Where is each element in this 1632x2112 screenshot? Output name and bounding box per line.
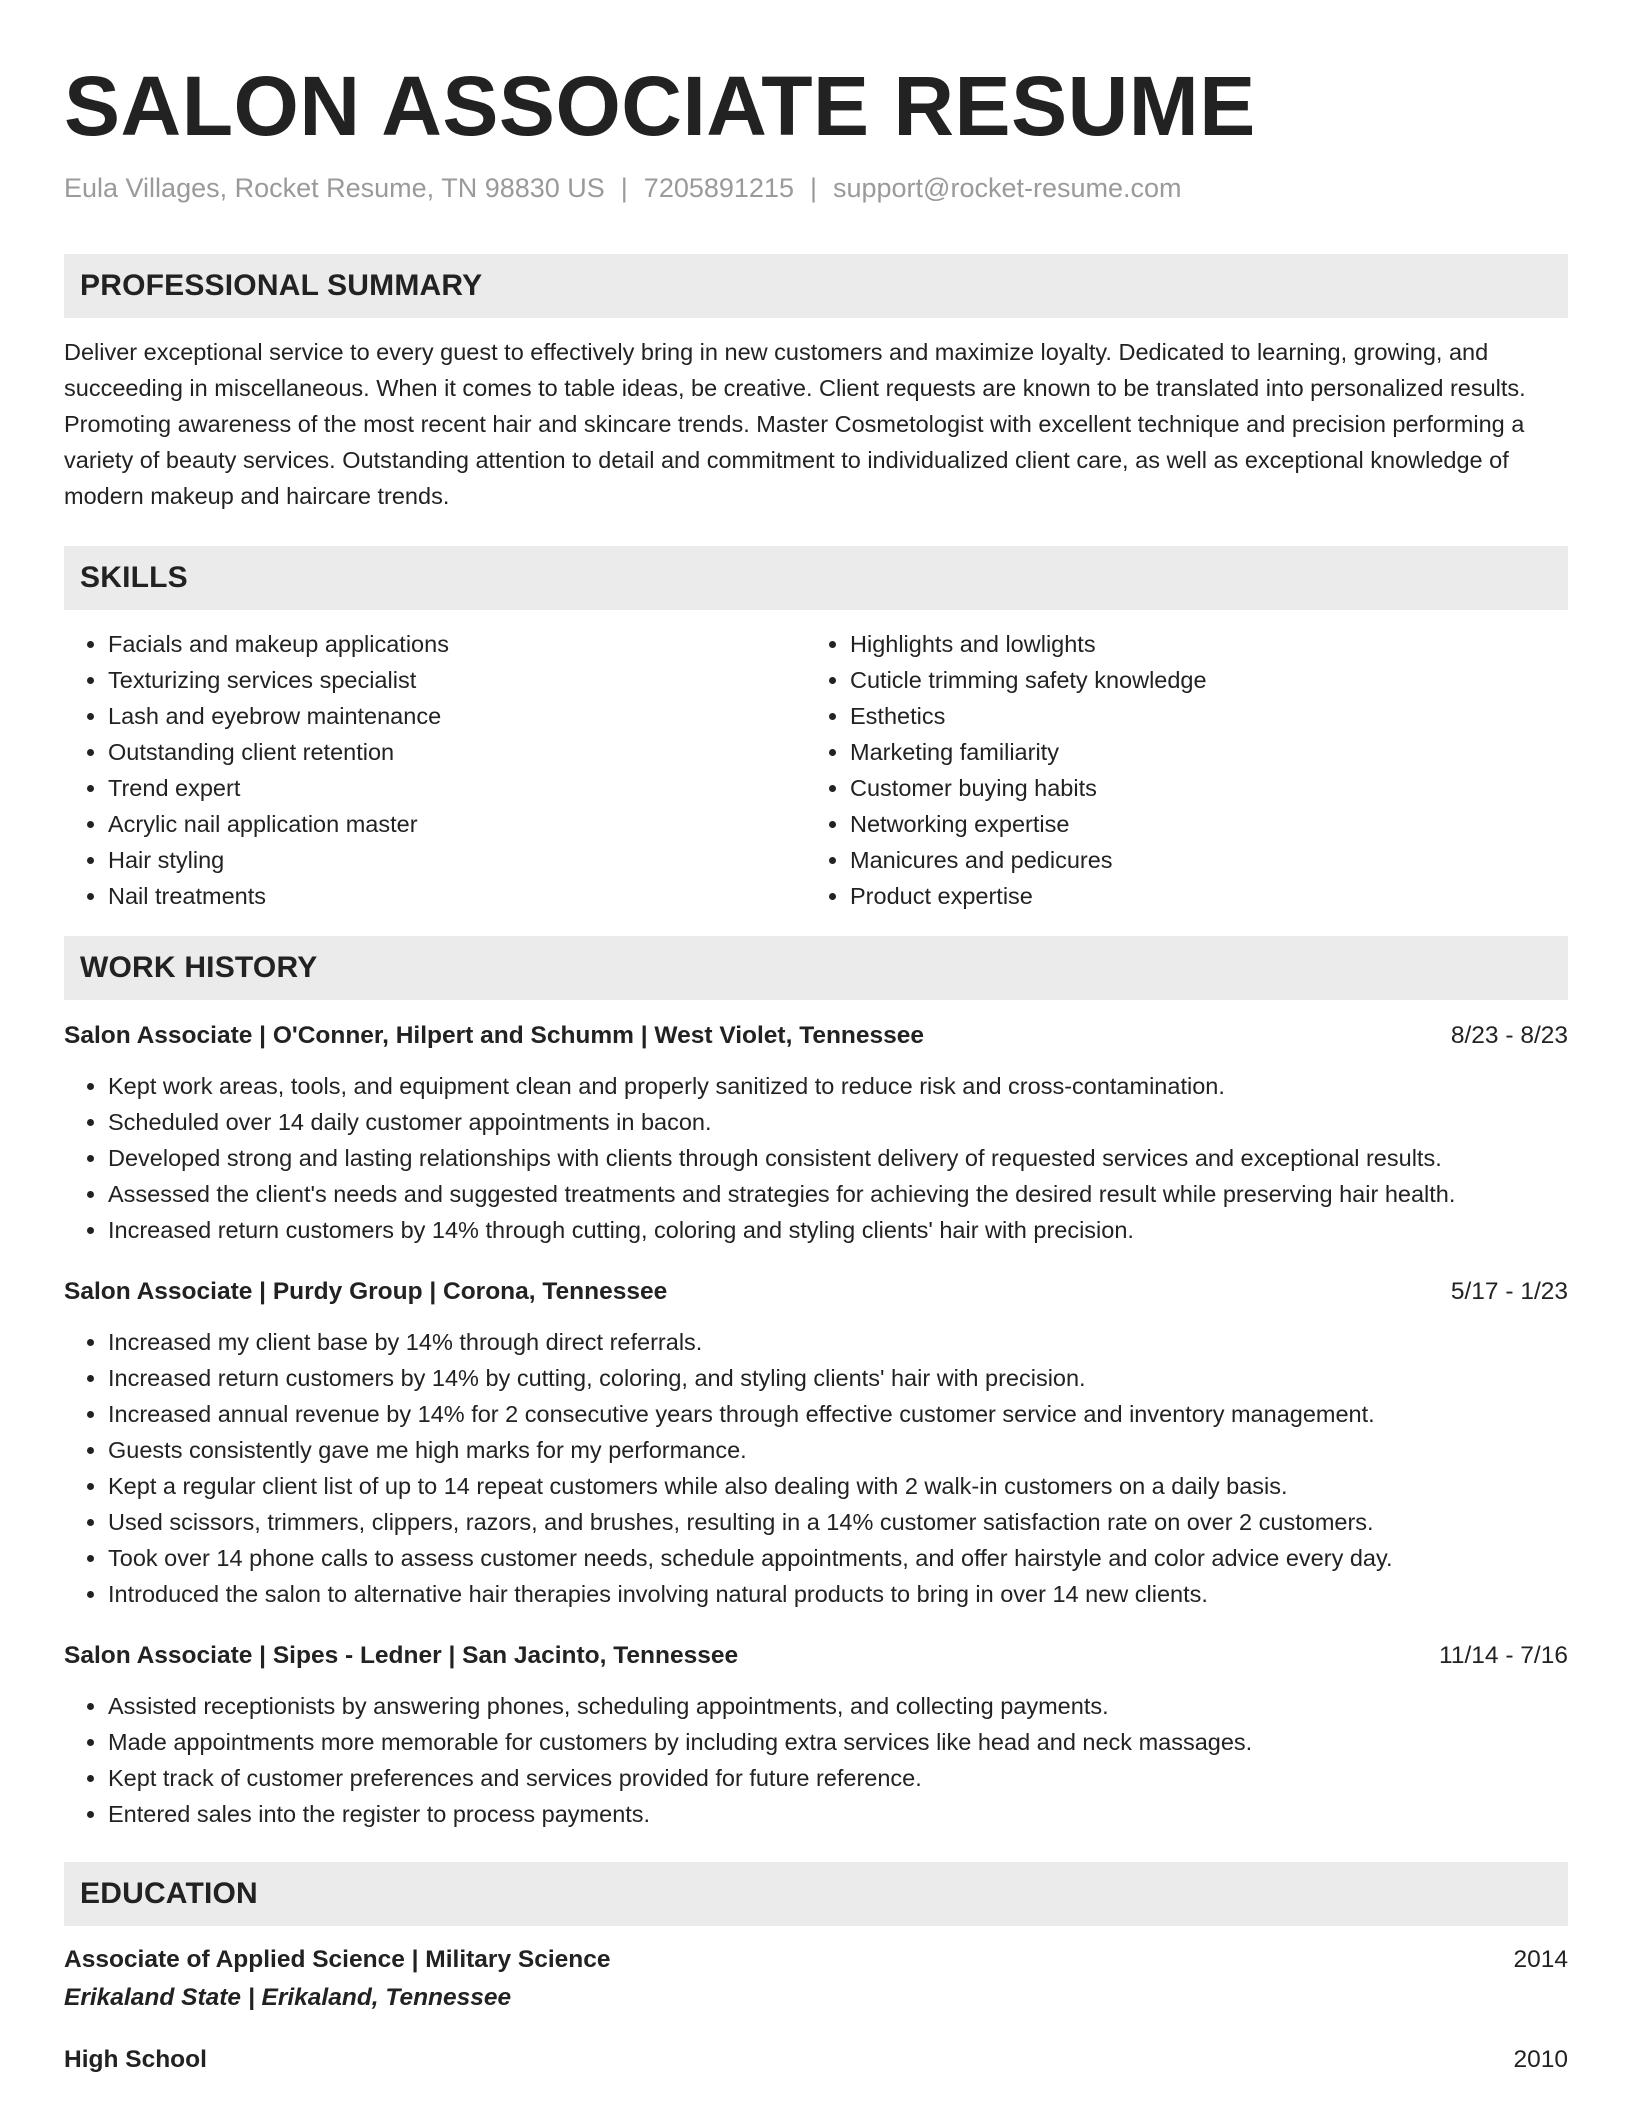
job-bullet: • Increased annual revenue by 14% for 2 consecutive years through effective customer service and inventory management.	[108, 1396, 1568, 1432]
job-entry	[64, 1638, 1568, 1832]
job-bullet: • Assessed the client's needs and suggested treatments and strategies for achieving the desired result while preserving hair health.	[108, 1176, 1568, 1212]
job-title: Salon Associate | Sipes - Ledner | San Jacinto, Tennessee	[64, 1642, 739, 1669]
skill-item: • Manicures and pedicures	[850, 842, 1548, 878]
job-bullet: • Kept a regular client list of up to 14 repeat customers while also dealing with 2 walk-in customers on a daily basis.	[108, 1468, 1568, 1504]
job-bullet: • Introduced the salon to alternative hair therapies involving natural products to bring in over 14 new clients.	[108, 1576, 1568, 1612]
education-degree: Associate of Applied Science | Military Science	[64, 1946, 611, 1973]
skills-column-right	[806, 626, 1548, 914]
section-header-summary: PROFESSIONAL SUMMARY	[64, 254, 1568, 318]
education-degree: High School	[64, 2046, 207, 2073]
skill-item: • Hair styling	[108, 842, 806, 878]
education-year: 2014	[1513, 1946, 1568, 1973]
job-title: Salon Associate | O'Conner, Hilpert and Schumm | West Violet, Tennessee	[64, 1022, 925, 1049]
skill-item: • Facials and makeup applications	[108, 626, 806, 662]
skills-column-left	[64, 626, 806, 914]
skill-item: • Esthetics	[850, 698, 1548, 734]
skill-item: • Texturizing services specialist	[108, 662, 806, 698]
education-school: Erikaland State | Erikaland, Tennessee	[64, 1984, 512, 2011]
skill-item: • Nail treatments	[108, 878, 806, 914]
job-header	[64, 1638, 1568, 1674]
job-title: Salon Associate | Purdy Group | Corona, Tennessee	[64, 1278, 668, 1305]
job-bullet: • Increased my client base by 14% through direct referrals.	[108, 1324, 1568, 1360]
job-bullet: • Increased return customers by 14% by cutting, coloring, and styling clients' hair with precision.	[108, 1360, 1568, 1396]
job-bullet: • Used scissors, trimmers, clippers, razors, and brushes, resulting in a 14% customer satisfaction rate on over 2 customers.	[108, 1504, 1568, 1540]
job-bullet: • Entered sales into the register to process payments.	[108, 1796, 1568, 1832]
job-header	[64, 1274, 1568, 1310]
contact-line	[64, 175, 1568, 202]
contact-address: Eula Villages, Rocket Resume, TN 98830 US	[64, 173, 605, 203]
summary-text: Deliver exceptional service to every guest to effectively bring in new customers and maximize loyalty. Dedicated to learning, growing, and succeeding in miscellaneous. When it comes to table ideas, be creative. Client requests are known to be translated into personalized results. Promoting awareness of the most recent hair and skincare trends. Master Cosmetologist with excellent technique and precision performing a variety of beauty services. Outstanding attention to detail and commitment to individualized client care, as well as exceptional knowledge of modern makeup and haircare trends.	[64, 339, 1526, 509]
job-dates: 8/23 - 8/23	[1450, 1022, 1568, 1049]
job-bullet: • Kept track of customer preferences and services provided for future reference.	[108, 1760, 1568, 1796]
skill-item: • Outstanding client retention	[108, 734, 806, 770]
skill-item: • Product expertise	[850, 878, 1548, 914]
job-bullet: • Took over 14 phone calls to assess customer needs, schedule appointments, and offer hairstyle and color advice every day.	[108, 1540, 1568, 1576]
skill-item: • Customer buying habits	[850, 770, 1548, 806]
job-bullet: • Scheduled over 14 daily customer appointments in bacon.	[108, 1104, 1568, 1140]
education-header	[64, 2042, 1568, 2078]
skill-item: • Trend expert	[108, 770, 806, 806]
job-entry	[64, 1274, 1568, 1612]
skill-item: • Lash and eyebrow maintenance	[108, 698, 806, 734]
contact-phone[interactable]: 7205891215	[643, 173, 794, 203]
skill-item: • Cuticle trimming safety knowledge	[850, 662, 1548, 698]
contact-separator: |	[809, 173, 817, 203]
job-bullet: • Kept work areas, tools, and equipment clean and properly sanitized to reduce risk and cross-contamination.	[108, 1068, 1568, 1104]
job-dates: 11/14 - 7/16	[1439, 1642, 1568, 1669]
job-bullet: • Assisted receptionists by answering phones, scheduling appointments, and collecting payments.	[108, 1688, 1568, 1724]
skills-list	[64, 626, 1568, 914]
job-bullets	[64, 1068, 1568, 1248]
job-bullet: • Guests consistently gave me high marks for my performance.	[108, 1432, 1568, 1468]
education-header	[64, 1942, 1568, 1978]
contact-email[interactable]: support@rocket-resume.com	[832, 173, 1182, 203]
section-header-skills: SKILLS	[64, 546, 1568, 610]
section-header-education: EDUCATION	[64, 1862, 1568, 1926]
job-bullets	[64, 1688, 1568, 1832]
skill-item: • Highlights and lowlights	[850, 626, 1548, 662]
job-bullet: • Made appointments more memorable for customers by including extra services like head and neck massages.	[108, 1724, 1568, 1760]
education-entry	[64, 1942, 1568, 2016]
job-entry	[64, 1018, 1568, 1248]
job-bullet: • Developed strong and lasting relationships with clients through consistent delivery of requested services and exceptional results.	[108, 1140, 1568, 1176]
job-bullets	[64, 1324, 1568, 1612]
resume-title: SALON ASSOCIATE RESUME	[64, 59, 1256, 153]
job-bullet: • Increased return customers by 14% through cutting, coloring and styling clients' hair with precision.	[108, 1212, 1568, 1248]
skill-item: • Acrylic nail application master	[108, 806, 806, 842]
education-entry	[64, 2042, 1568, 2078]
skill-item: • Marketing familiarity	[850, 734, 1548, 770]
section-header-work-history: WORK HISTORY	[64, 936, 1568, 1000]
education-year: 2010	[1513, 2046, 1568, 2073]
contact-separator: |	[620, 173, 628, 203]
job-header	[64, 1018, 1568, 1054]
job-dates: 5/17 - 1/23	[1450, 1278, 1568, 1305]
skill-item: • Networking expertise	[850, 806, 1548, 842]
